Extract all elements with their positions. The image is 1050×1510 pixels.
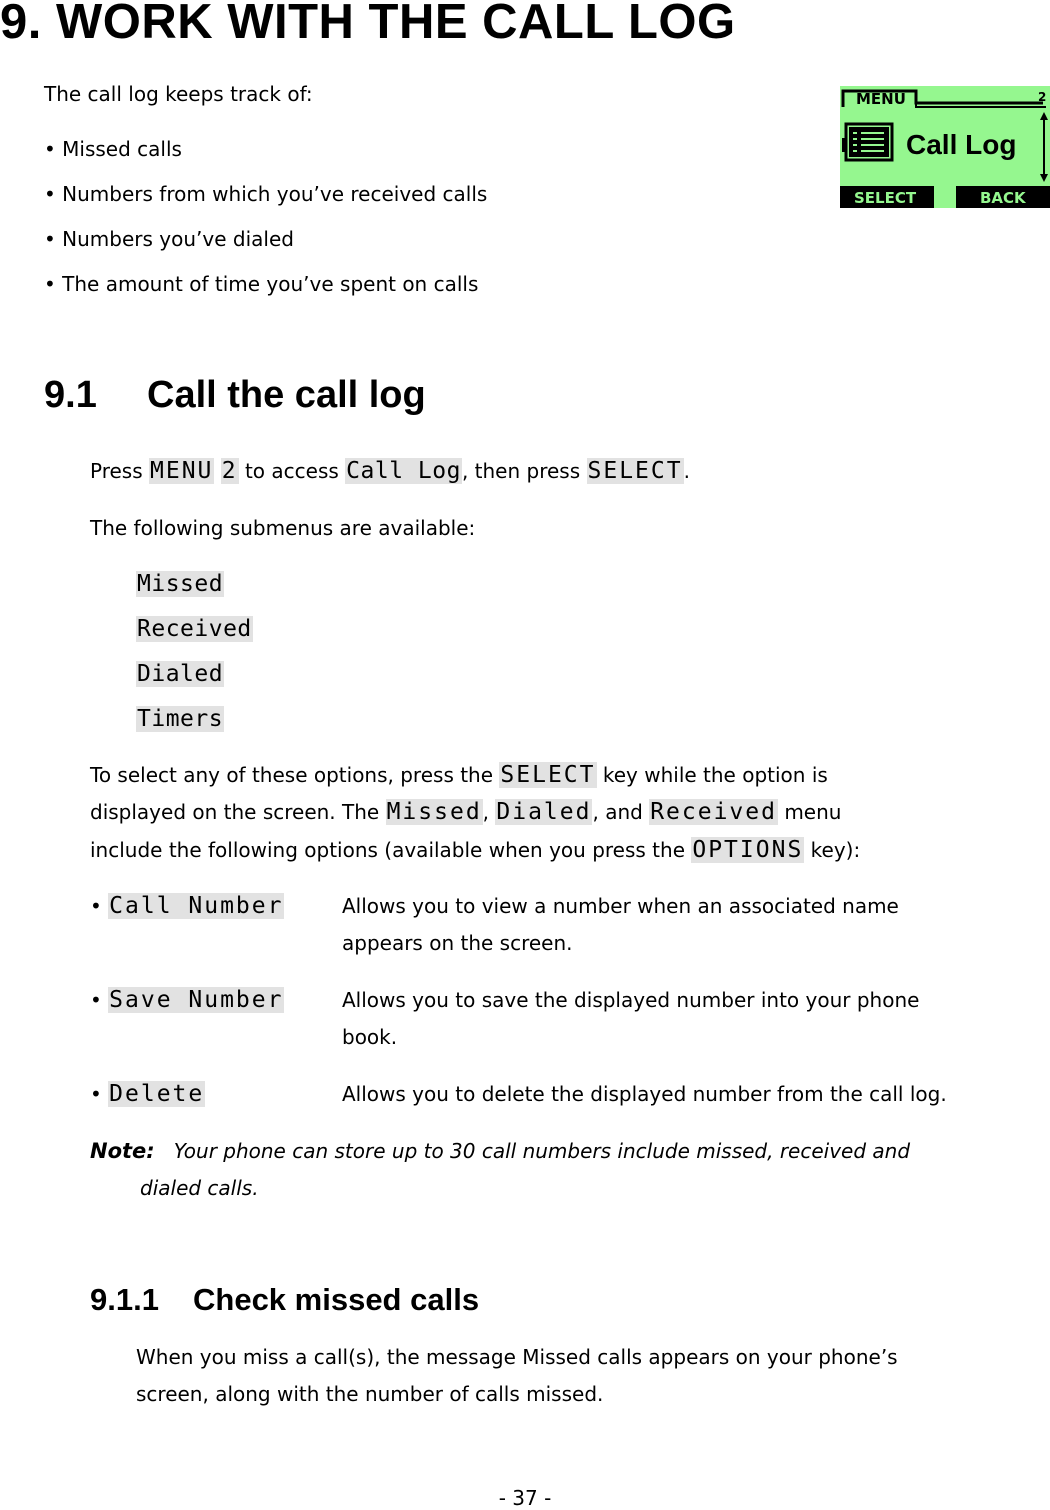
option-item [90, 1076, 205, 1113]
key-2: 2 [221, 458, 238, 484]
bullet-icon: • [90, 988, 102, 1012]
option-name: Save Number [109, 987, 284, 1013]
option-name: Delete [109, 1081, 205, 1107]
note-continued: dialed calls. [140, 1176, 259, 1200]
note: Note: Your phone can store up to 30 call numbers include missed, received and [90, 1139, 911, 1163]
select-paragraph-line: include the following options (available when you press the OPTIONS key): [90, 837, 861, 863]
call-log-item: Call Log [906, 129, 1017, 160]
option-desc: Allows you to view a number when an associated name [342, 894, 899, 918]
section-heading: 9.1 Call the call log [44, 374, 426, 416]
menu-label: MENU [856, 90, 906, 108]
bullet-icon: • [90, 894, 102, 918]
list-item: • Missed calls [44, 137, 182, 161]
submenus-intro: The following submenus are available: [90, 516, 476, 540]
option-desc: Allows you to delete the displayed number from the call log. [342, 1082, 947, 1106]
option-name: Call Number [109, 893, 284, 919]
option-item [90, 982, 284, 1019]
submenu-item: Dialed [137, 661, 224, 687]
submenu-item: Received [137, 616, 252, 642]
list-item: • Numbers from which you’ve received calls [44, 182, 488, 206]
bullet-icon: • [44, 137, 56, 161]
option-desc: appears on the screen. [342, 931, 573, 955]
list-item: • Numbers you’ve dialed [44, 227, 294, 251]
option-desc: Allows you to save the displayed number into your phone [342, 988, 920, 1012]
phone-screen [840, 86, 1050, 208]
bullet-icon: • [44, 272, 56, 296]
option-desc: book. [342, 1025, 398, 1049]
key-menu: MENU [150, 458, 214, 484]
call-log-label: Call Log [346, 458, 461, 484]
back-soft-key: BACK [980, 189, 1026, 207]
note-label: Note: [90, 1139, 155, 1163]
key-select: SELECT [587, 458, 683, 484]
subsection-text: screen, along with the number of calls missed. [136, 1382, 604, 1406]
bullet-icon: • [90, 1082, 102, 1106]
select-paragraph-line: displayed on the screen. The Missed, Dialed, and Received menu [90, 799, 842, 825]
subsection-text: When you miss a call(s), the message Missed calls appears on your phone’s [136, 1345, 898, 1369]
bullet-icon: • [44, 182, 56, 206]
list-item: • The amount of time you’ve spent on calls [44, 272, 479, 296]
submenu-item: Timers [137, 706, 224, 732]
intro-text: The call log keeps track of: [44, 82, 313, 106]
bullet-icon: • [44, 227, 56, 251]
subsection-heading: 9.1.1 Check missed calls [90, 1282, 480, 1317]
menu-index: 2 [1038, 90, 1047, 104]
select-paragraph-line: To select any of these options, press the SELECT key while the option is [90, 762, 828, 788]
instruction-text: Press MENU 2 to access Call Log, then press SELECT. [90, 458, 690, 484]
select-soft-key: SELECT [854, 189, 917, 207]
chapter-title: 9. WORK WITH THE CALL LOG [0, 0, 736, 49]
submenu-item: Missed [137, 571, 224, 597]
option-item [90, 888, 284, 925]
page-number: - 37 - [498, 1486, 552, 1510]
